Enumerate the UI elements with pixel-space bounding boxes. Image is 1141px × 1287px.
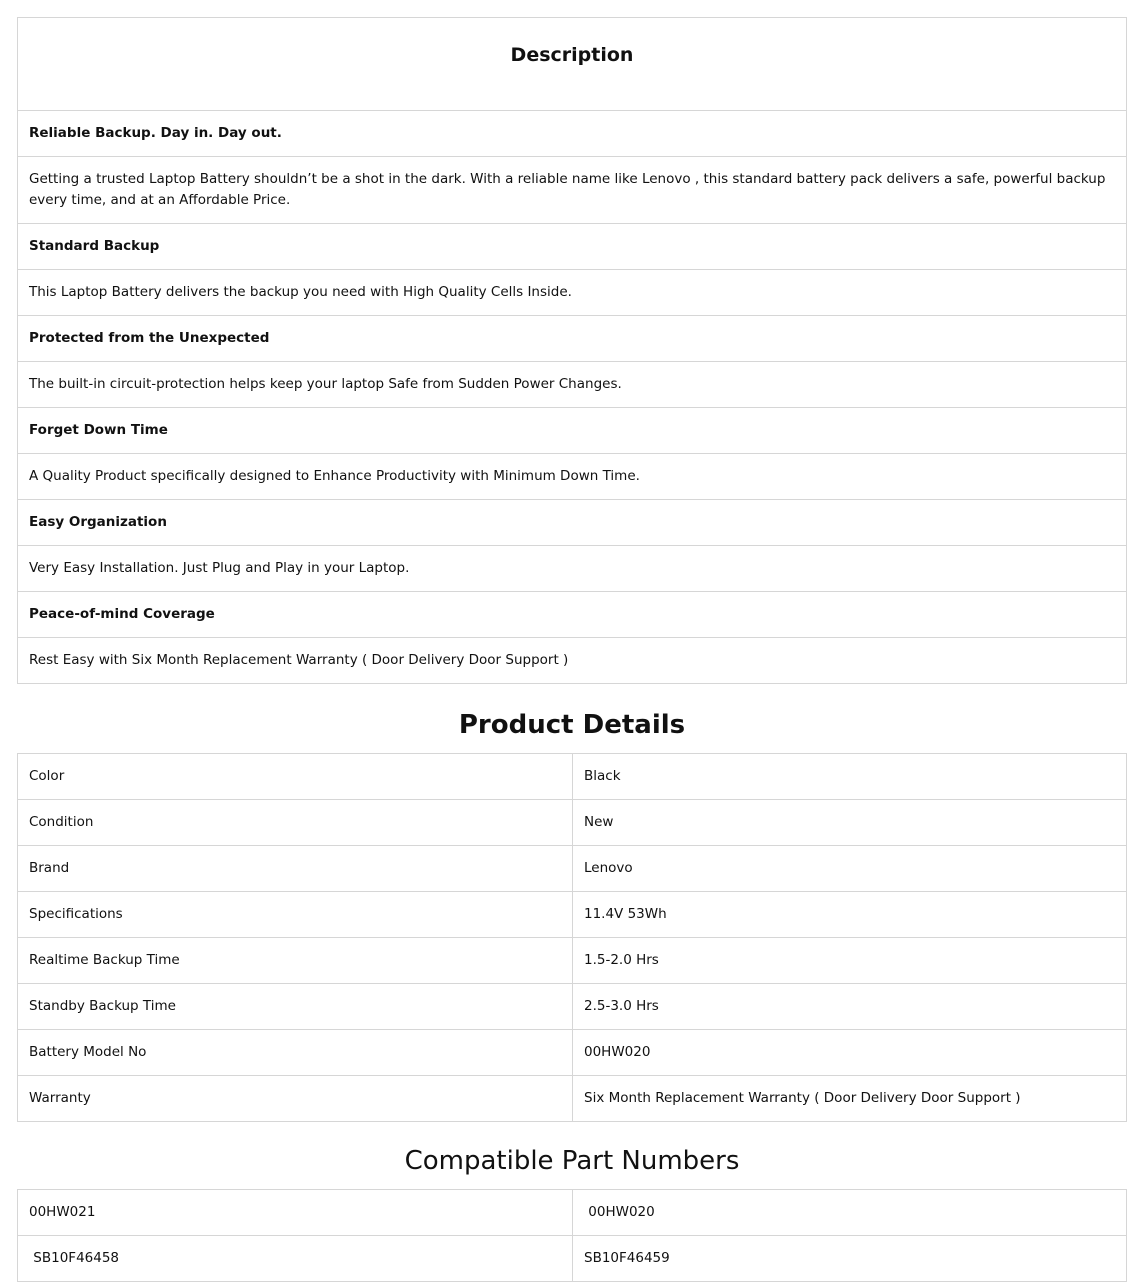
table-row	[18, 892, 1127, 938]
part-number: 00HW020	[573, 1190, 1127, 1236]
section-body: Rest Easy with Six Month Replacement Warranty ( Door Delivery Door Support )	[18, 638, 1127, 684]
section-heading: Easy Organization	[18, 500, 1127, 546]
table-row	[18, 1030, 1127, 1076]
detail-label: Condition	[18, 800, 573, 846]
detail-label: Warranty	[18, 1076, 573, 1122]
table-row	[18, 938, 1127, 984]
detail-value: 00HW020	[573, 1030, 1127, 1076]
part-number: SB10F46458	[18, 1236, 573, 1282]
part-number: SB10F46459	[573, 1236, 1127, 1282]
section-body: A Quality Product specifically designed to Enhance Productivity with Minimum Down Time.	[18, 454, 1127, 500]
product-details-title: Product Details	[458, 710, 686, 740]
table-row	[18, 1190, 1127, 1236]
product-details-table	[17, 753, 1127, 1122]
compatible-parts-table	[17, 1189, 1127, 1282]
description-title: Description	[18, 18, 1127, 111]
section-body: Getting a trusted Laptop Battery shouldn’t be a shot in the dark. With a reliable name like Lenovo , this standard battery pack delivers a safe, powerful backup every time, and at an Affordable Price.	[18, 157, 1127, 224]
table-row	[18, 1236, 1127, 1282]
detail-value: 2.5-3.0 Hrs	[573, 984, 1127, 1030]
section-heading: Forget Down Time	[18, 408, 1127, 454]
section-body: This Laptop Battery delivers the backup you need with High Quality Cells Inside.	[18, 270, 1127, 316]
detail-value: 1.5-2.0 Hrs	[573, 938, 1127, 984]
table-row	[18, 800, 1127, 846]
detail-value: New	[573, 800, 1127, 846]
detail-value: 11.4V 53Wh	[573, 892, 1127, 938]
detail-value: Lenovo	[573, 846, 1127, 892]
table-row	[18, 846, 1127, 892]
detail-label: Realtime Backup Time	[18, 938, 573, 984]
detail-label: Brand	[18, 846, 573, 892]
part-number: 00HW021	[18, 1190, 573, 1236]
detail-value: Black	[573, 754, 1127, 800]
section-heading: Reliable Backup. Day in. Day out.	[18, 111, 1127, 157]
description-table	[17, 17, 1127, 684]
detail-value: Six Month Replacement Warranty ( Door Delivery Door Support )	[573, 1076, 1127, 1122]
detail-label: Specifications	[18, 892, 573, 938]
table-row	[18, 754, 1127, 800]
section-heading: Standard Backup	[18, 224, 1127, 270]
section-body: The built-in circuit-protection helps keep your laptop Safe from Sudden Power Changes.	[18, 362, 1127, 408]
compatible-parts-title: Compatible Part Numbers	[404, 1146, 740, 1176]
table-row	[18, 984, 1127, 1030]
detail-label: Color	[18, 754, 573, 800]
section-heading: Protected from the Unexpected	[18, 316, 1127, 362]
section-heading: Peace-of-mind Coverage	[18, 592, 1127, 638]
detail-label: Standby Backup Time	[18, 984, 573, 1030]
detail-label: Battery Model No	[18, 1030, 573, 1076]
section-body: Very Easy Installation. Just Plug and Play in your Laptop.	[18, 546, 1127, 592]
table-row	[18, 1076, 1127, 1122]
